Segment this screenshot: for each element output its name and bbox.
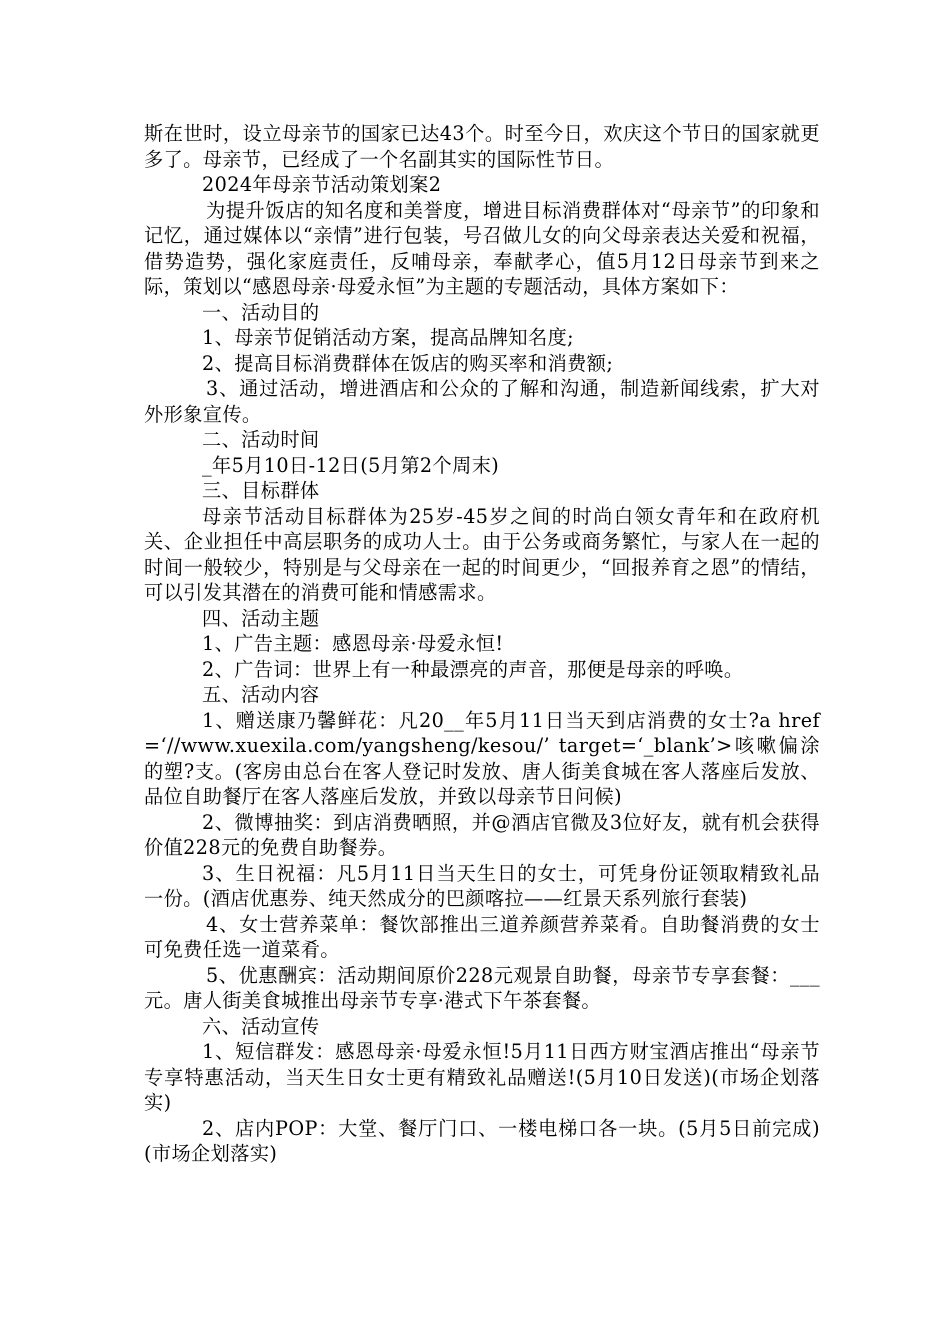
heading-target-group: 三、目标群体 — [202, 479, 320, 502]
list-item-purpose-1: 1、母亲节促销活动方案，提高品牌知名度; — [202, 326, 575, 349]
list-item-content-2: 2、微博抽奖：到店消费晒照，并@酒店官微及3位好友，就有机会获得价值228元的免费自助餐券。 — [144, 810, 820, 859]
section-title: 2024年母亲节活动策划案2 — [202, 173, 442, 196]
list-item-content-5: 5、优惠酬宾：活动期间原价228元观景自助餐，母亲节专享套餐：___元。唐人街美食城推出母亲节专享·港式下午茶套餐。 — [144, 963, 820, 1012]
heading-activity-promotion: 六、活动宣传 — [202, 1014, 320, 1038]
paragraph-target-group: 母亲节活动目标群体为25岁-45岁之间的时尚白领女青年和在政府机关、企业担任中高层职务的成功人士。由于公务或商务繁忙，与家人在一起的时间一般较少，特别是与父母亲在一起的时间更少，“回报养育之恩”的情结，可以引发其潜在的消费可能和情感需求。 — [144, 504, 820, 604]
list-item-theme-2: 2、广告词：世界上有一种最漂亮的声音，那便是母亲的呼唤。 — [202, 657, 744, 681]
paragraph-intro-continuation: 斯在世时，设立母亲节的国家已达43个。时至今日，欢庆这个节日的国家就更多了。母亲节，已经成了一个名副其实的国际性节日。 — [144, 122, 820, 171]
heading-activity-content: 五、活动内容 — [202, 683, 320, 706]
list-item-content-3: 3、生日祝福：凡5月11日当天生日的女士，可凭身份证领取精致礼品一份。(酒店优惠券、纯天然成分的巴颜喀拉——红景天系列旅行套装) — [144, 861, 820, 910]
paragraph-activity-time: _年5月10日-12日(5月第2个周末) — [202, 453, 500, 477]
list-item-theme-1: 1、广告主题：感恩母亲·母爱永恒! — [202, 632, 504, 655]
list-item-content-4: 4、女士营养菜单：餐饮部推出三道养颜营养菜肴。自助餐消费的女士可免费任选一道菜肴。 — [144, 912, 820, 961]
heading-activity-theme: 四、活动主题 — [202, 606, 320, 630]
list-item-content-1: 1、赠送康乃馨鲜花：凡20__年5月11日当天到店消费的女士?a href=‘//www.xuexila.com/yangsheng/kesou/’ target=‘_blank’>咳嗽偏涂的塑?支。(客房由总台在客人登记时发放、唐人街美食城在客人落座后发放、品位自助餐厅在客人落座后发放，并致以母亲节日问候) — [144, 708, 820, 808]
list-item-purpose-2: 2、提高目标消费群体在饭店的购买率和消费额; — [202, 351, 614, 375]
list-item-purpose-3: 3、通过活动，增进酒店和公众的了解和沟通，制造新闻线索，扩大对外形象宣传。 — [144, 377, 820, 426]
heading-activity-time: 二、活动时间 — [202, 428, 320, 451]
list-item-promotion-1: 1、短信群发：感恩母亲·母爱永恒!5月11日西方财宝酒店推出“母亲节专享特惠活动，当天生日女士更有精致礼品赠送!(5月10日发送)(市场企划落实) — [144, 1040, 820, 1114]
list-item-promotion-2: 2、店内POP：大堂、餐厅门口、一楼电梯口各一块。(5月5日前完成)(市场企划落实) — [144, 1116, 820, 1165]
heading-activity-purpose: 一、活动目的 — [202, 300, 320, 324]
paragraph-overview: 为提升饭店的知名度和美誉度，增进目标消费群体对“母亲节”的印象和记忆，通过媒体以“亲情”进行包装，号召做儿女的向父母亲表达关爱和祝福，借势造势，强化家庭责任，反哺母亲，奉献孝心，值5月12日母亲节到来之际，策划以“感恩母亲·母爱永恒”为主题的专题活动，具体方案如下： — [144, 198, 820, 298]
